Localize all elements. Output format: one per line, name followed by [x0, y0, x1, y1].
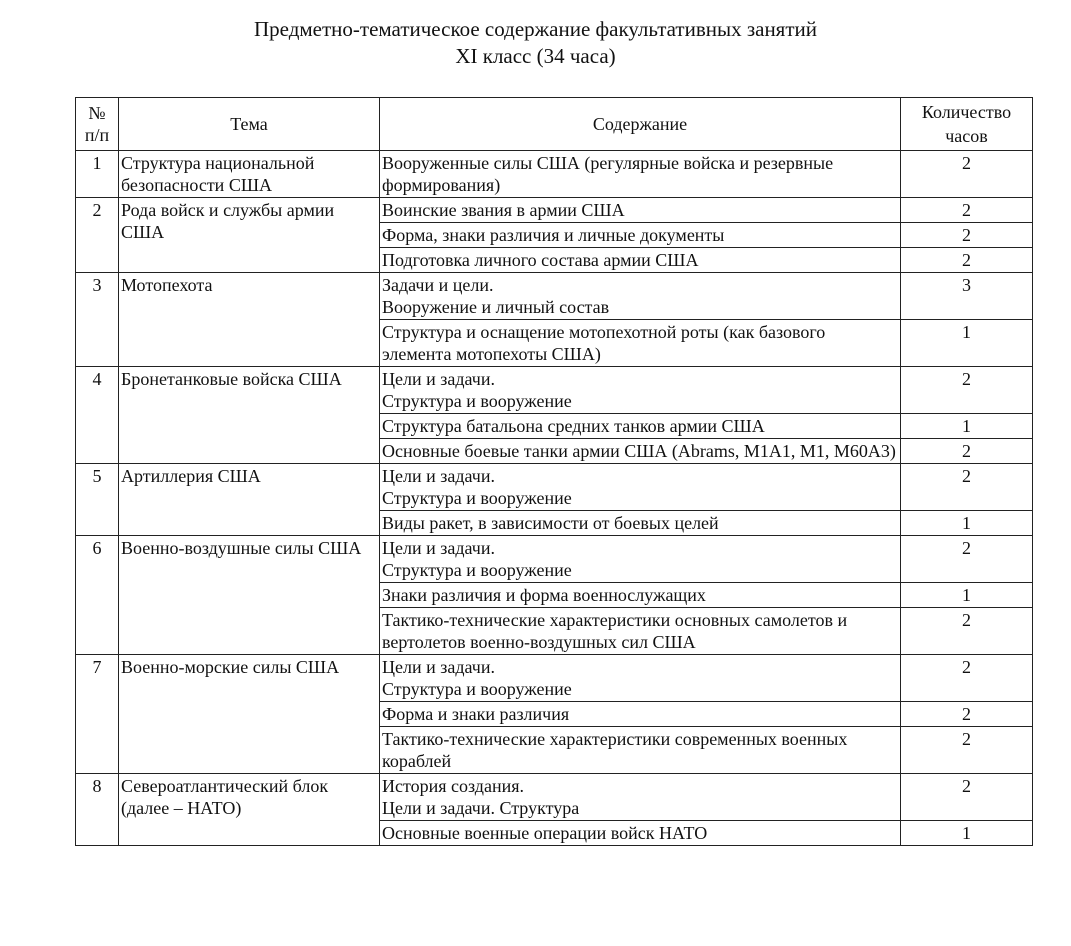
- content-cell: [380, 536, 901, 583]
- content-line: Цели и задачи.: [382, 369, 495, 389]
- content-line: Воинские звания в армии США: [382, 200, 625, 220]
- content-cell: [380, 223, 901, 248]
- hours-cell: 1: [901, 583, 1033, 608]
- table-row: [76, 367, 1033, 414]
- section-number: 2: [76, 198, 119, 273]
- section-topic: Мотопехота: [119, 273, 380, 367]
- table-row: [76, 536, 1033, 583]
- hours-cell: 2: [901, 536, 1033, 583]
- section-topic: Структура национальной безопасности США: [119, 151, 380, 198]
- hours-cell: 2: [901, 702, 1033, 727]
- section-topic: Бронетанковые войска США: [119, 367, 380, 464]
- content-line: Цели и задачи.: [382, 538, 495, 558]
- content-line: Структура и вооружение: [382, 391, 572, 411]
- header-number-line-1: №: [88, 103, 106, 123]
- content-line: Вооруженные силы США (регулярные войска и резервные формирования): [382, 153, 834, 195]
- content-line: Знаки различия и форма военнослужащих: [382, 585, 706, 605]
- section-number: 4: [76, 367, 119, 464]
- content-cell: [380, 414, 901, 439]
- content-cell: [380, 273, 901, 320]
- content-cell: [380, 511, 901, 536]
- section-number: 7: [76, 655, 119, 774]
- section-number: 1: [76, 151, 119, 198]
- title-line-1: Предметно-тематическое содержание факультативных занятий: [253, 17, 817, 41]
- header-content: Содержание: [380, 98, 901, 151]
- content-cell: [380, 198, 901, 223]
- table-row: [76, 774, 1033, 821]
- content-line: Вооружение и личный состав: [382, 297, 610, 317]
- content-line: Структура и вооружение: [382, 679, 572, 699]
- hours-cell: 2: [901, 655, 1033, 702]
- content-cell: [380, 464, 901, 511]
- content-line: Основные боевые танки армии США (Abrams, M1A1, M1, M60A3): [382, 441, 896, 461]
- hours-cell: 2: [901, 439, 1033, 464]
- table-row: [76, 151, 1033, 198]
- hours-cell: 1: [901, 320, 1033, 367]
- content-line: Цели и задачи. Структура: [382, 798, 580, 818]
- content-cell: [380, 367, 901, 414]
- section-number: 8: [76, 774, 119, 846]
- content-cell: [380, 821, 901, 846]
- hours-cell: 1: [901, 821, 1033, 846]
- header-number-line-2: п/п: [84, 125, 110, 145]
- section-topic: Военно-морские силы США: [119, 655, 380, 774]
- title-line-2: XI класс (34 часа): [455, 44, 616, 68]
- content-cell: [380, 248, 901, 273]
- hours-cell: 2: [901, 727, 1033, 774]
- document-title: [0, 16, 1071, 70]
- content-line: История создания.: [382, 776, 524, 796]
- section-number: 5: [76, 464, 119, 536]
- header-hours-line-1: Количество: [921, 102, 1012, 122]
- hours-cell: 1: [901, 414, 1033, 439]
- content-line: Цели и задачи.: [382, 466, 495, 486]
- header-topic: Тема: [119, 98, 380, 151]
- hours-cell: 2: [901, 464, 1033, 511]
- content-cell: [380, 774, 901, 821]
- content-line: Форма, знаки различия и личные документы: [382, 225, 725, 245]
- content-line: Структура и вооружение: [382, 488, 572, 508]
- content-line: Цели и задачи.: [382, 657, 495, 677]
- hours-cell: 3: [901, 273, 1033, 320]
- hours-cell: 2: [901, 774, 1033, 821]
- content-line: Основные военные операции войск НАТО: [382, 823, 708, 843]
- content-cell: [380, 320, 901, 367]
- section-topic: Артиллерия США: [119, 464, 380, 536]
- hours-cell: 2: [901, 198, 1033, 223]
- content-line: Структура и вооружение: [382, 560, 572, 580]
- section-topic: Военно-воздушные силы США: [119, 536, 380, 655]
- hours-cell: 2: [901, 223, 1033, 248]
- content-cell: [380, 439, 901, 464]
- section-topic: Североатлантический блок (далее – НАТО): [119, 774, 380, 846]
- hours-cell: 2: [901, 151, 1033, 198]
- table-header-row: [76, 98, 1033, 151]
- table-row: [76, 273, 1033, 320]
- content-cell: [380, 608, 901, 655]
- content-line: Тактико-технические характеристики современных военных кораблей: [382, 729, 848, 771]
- section-number: 6: [76, 536, 119, 655]
- content-cell: [380, 583, 901, 608]
- section-number: 3: [76, 273, 119, 367]
- hours-cell: 1: [901, 511, 1033, 536]
- content-cell: [380, 655, 901, 702]
- table-body: [76, 151, 1033, 846]
- content-line: Виды ракет, в зависимости от боевых целей: [382, 513, 719, 533]
- content-cell: [380, 702, 901, 727]
- hours-cell: 2: [901, 248, 1033, 273]
- hours-cell: 2: [901, 608, 1033, 655]
- header-number: [76, 98, 119, 151]
- content-line: Задачи и цели.: [382, 275, 494, 295]
- header-hours-line-2: часов: [945, 126, 988, 146]
- section-topic: Рода войск и службы армии США: [119, 198, 380, 273]
- table-row: [76, 198, 1033, 223]
- content-line: Подготовка личного состава армии США: [382, 250, 699, 270]
- table-row: [76, 464, 1033, 511]
- table-row: [76, 655, 1033, 702]
- content-line: Форма и знаки различия: [382, 704, 570, 724]
- content-cell: [380, 727, 901, 774]
- content-cell: [380, 151, 901, 198]
- content-line: Структура и оснащение мотопехотной роты (как базового элемента мотопехоты США): [382, 322, 826, 364]
- hours-cell: 2: [901, 367, 1033, 414]
- content-line: Тактико-технические характеристики основных самолетов и вертолетов военно-воздушных сил США: [382, 610, 848, 652]
- header-hours: [901, 98, 1033, 151]
- content-line: Структура батальона средних танков армии США: [382, 416, 765, 436]
- curriculum-table: [75, 97, 1033, 846]
